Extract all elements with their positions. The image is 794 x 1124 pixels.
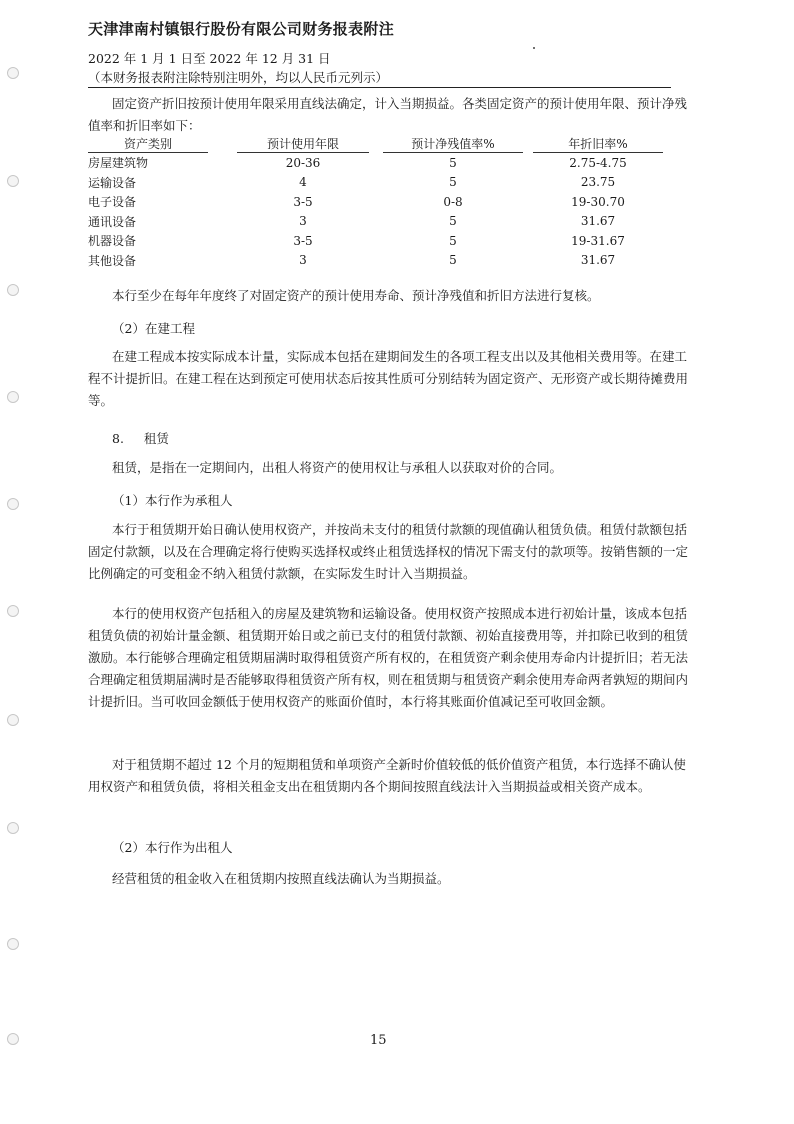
cell-asset-class: 通讯设备 (88, 214, 137, 229)
punch-hole (7, 822, 19, 834)
page-number: 15 (370, 1033, 387, 1048)
cell-residual-rate: 0-8 (443, 194, 463, 209)
col-header-asset-class: 资产类别 (88, 135, 208, 153)
reporting-period: 2022 年 1 月 1 日至 2022 年 12 月 31 日 (88, 51, 331, 66)
cip-heading: （2）在建工程 (112, 321, 195, 336)
cell-depreciation-rate: 19-31.67 (571, 233, 625, 248)
punch-hole (7, 938, 19, 950)
punch-hole (7, 498, 19, 510)
lessor-heading: （2）本行作为出租人 (112, 840, 233, 855)
cell-depreciation-rate: 19-30.70 (571, 194, 625, 209)
lease-section-title: 租赁 (143, 431, 169, 446)
cell-asset-class: 房屋建筑物 (88, 156, 149, 171)
cell-depreciation-rate: 31.67 (580, 253, 616, 268)
punch-hole (7, 605, 19, 617)
table-header-row (88, 133, 668, 153)
cell-useful-life: 20-36 (285, 155, 321, 170)
cell-depreciation-rate: 23.75 (580, 175, 616, 190)
col-header-residual-rate: 预计净残值率% (383, 135, 523, 153)
table-row (88, 212, 668, 232)
punch-hole (7, 175, 19, 187)
punch-hole (7, 284, 19, 296)
cell-depreciation-rate: 2.75-4.75 (569, 155, 627, 170)
cell-useful-life: 3 (299, 214, 307, 229)
cell-asset-class: 其他设备 (88, 253, 137, 268)
cip-body: 在建工程成本按实际成本计量，实际成本包括在建期间发生的各项工程支出以及其他相关费用等。在建工程不计提折旧。在建工程在达到预定可使用状态后按其性质可分别结转为固定资产、无形资产或长期待摊费用等。 (88, 349, 689, 408)
lessor-paragraph-1: 经营租赁的租金收入在租赁期内按照直线法确认为当期损益。 (112, 871, 450, 886)
fixed-asset-table (88, 133, 668, 270)
col-header-useful-life: 预计使用年限 (237, 135, 369, 153)
currency-note: （本财务报表附注除特别注明外，均以人民币元列示） (88, 70, 389, 85)
cell-depreciation-rate: 31.67 (580, 214, 616, 229)
cell-asset-class: 机器设备 (88, 234, 137, 249)
cell-residual-rate: 5 (449, 155, 457, 170)
cell-residual-rate: 5 (449, 175, 457, 190)
table-row (88, 251, 668, 271)
scan-speck (533, 47, 535, 49)
cell-residual-rate: 5 (449, 233, 457, 248)
col-header-depreciation-rate: 年折旧率% (533, 135, 663, 153)
punch-hole (7, 1033, 19, 1045)
header-divider (88, 87, 671, 88)
cell-useful-life: 3 (299, 253, 307, 268)
cell-useful-life: 3-5 (293, 194, 313, 209)
report-title: 天津津南村镇银行股份有限公司财务报表附注 (88, 20, 395, 38)
table-row (88, 192, 668, 212)
table-row (88, 173, 668, 193)
table-row (88, 231, 668, 251)
cell-residual-rate: 5 (449, 214, 457, 229)
cell-asset-class: 运输设备 (88, 175, 137, 190)
cell-useful-life: 4 (299, 175, 307, 190)
lease-section-number: 8. (112, 431, 124, 446)
depreciation-intro: 固定资产折旧按预计使用年限采用直线法确定，计入当期损益。各类固定资产的预计使用年限、预计净残值率和折旧率如下： (88, 96, 688, 133)
lessee-paragraph-2: 本行的使用权资产包括租入的房屋及建筑物和运输设备。使用权资产按照成本进行初始计量，该成本包括租赁负债的初始计量金额、租赁期开始日或之前已支付的租赁付款额、初始直接费用等，并扣除已收到的租赁激励。本行能够合理确定租赁期届满时取得租赁资产所有权的，在租赁资产剩余使用寿命内计提折旧；若无法合理确定租赁期届满时是否能够取得租赁资产所有权，则在租赁期与租赁资产剩余使用寿命两者孰短的期间内计提折旧。当可收回金额低于使用权资产的账面价值时，本行将其账面价值减记至可收回金额。 (88, 606, 689, 709)
punch-hole (7, 714, 19, 726)
punch-hole (7, 67, 19, 79)
cell-asset-class: 电子设备 (88, 195, 137, 210)
lease-definition: 租赁，是指在一定期间内，出租人将资产的使用权让与承租人以获取对价的合同。 (112, 460, 563, 475)
lease-section-heading (112, 429, 169, 447)
lessee-paragraph-1: 本行于租赁期开始日确认使用权资产，并按尚未支付的租赁付款额的现值确认租赁负债。租赁付款额包括固定付款额，以及在合理确定将行使购买选择权或终止租赁选择权的情况下需支付的款项等。按销售额的一定比例确定的可变租金不纳入租赁付款额，在实际发生时计入当期损益。 (88, 522, 689, 581)
cell-residual-rate: 5 (449, 253, 457, 268)
punch-hole (7, 391, 19, 403)
cell-useful-life: 3-5 (293, 233, 313, 248)
lessee-heading: （1）本行作为承租人 (112, 493, 233, 508)
lessee-paragraph-3: 对于租赁期不超过 12 个月的短期租赁和单项资产全新时价值较低的低价值资产租赁，本行选择不确认使用权资产和租赁负债，将相关租金支出在租赁期内各个期间按照直线法计入当期损益或相关资产成本。 (88, 757, 686, 794)
review-note: 本行至少在每年年度终了对固定资产的预计使用寿命、预计净残值和折旧方法进行复核。 (112, 288, 600, 303)
table-row (88, 153, 668, 173)
